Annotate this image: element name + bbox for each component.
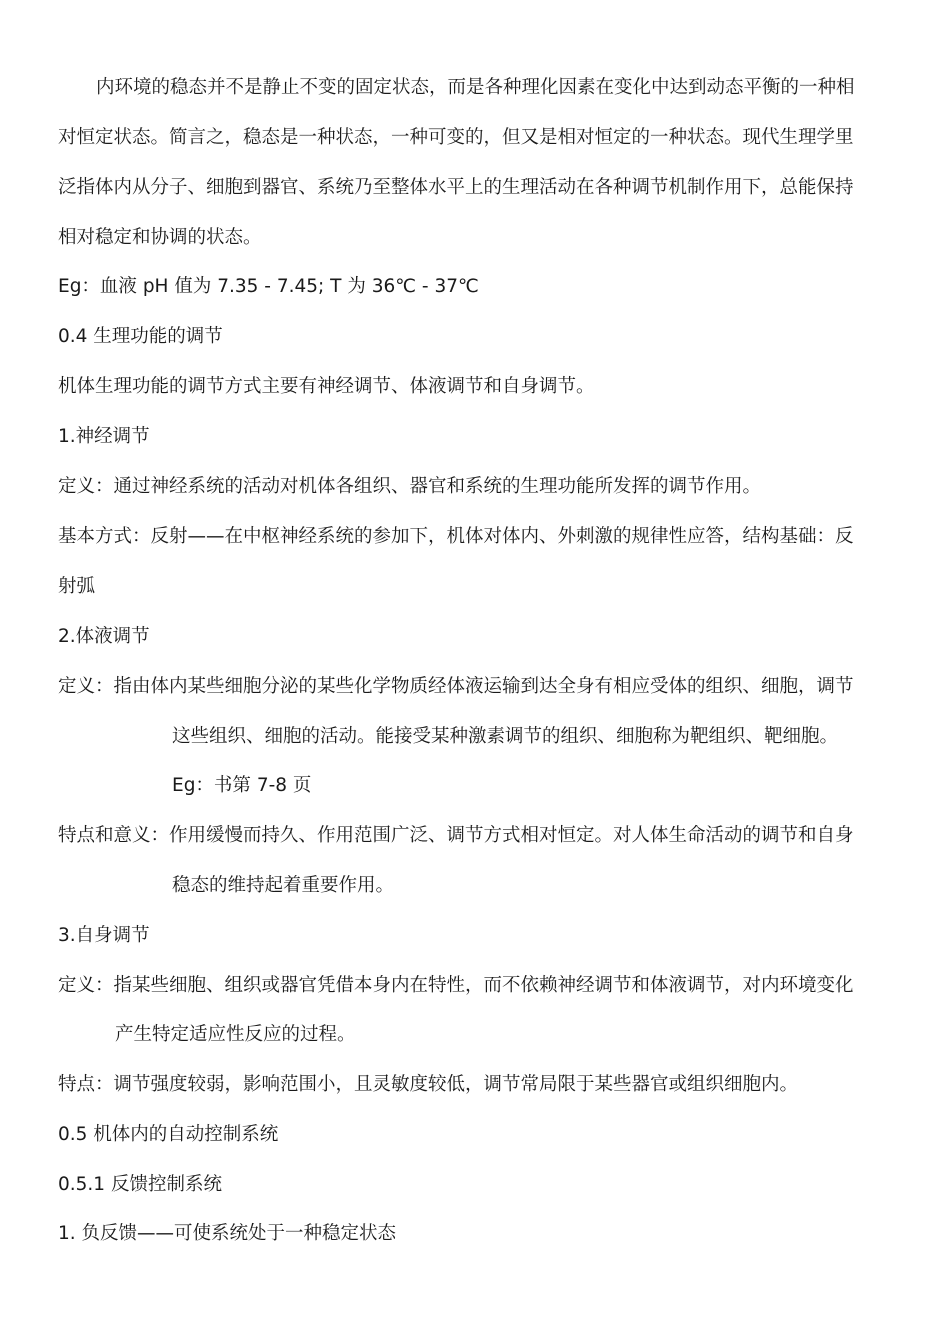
neural-definition: 定义：通过神经系统的活动对机体各组织、器官和系统的生理功能所发挥的调节作用。	[58, 476, 762, 497]
negative-feedback-item: 1. 负反馈——可使系统处于一种稳定状态	[58, 1223, 397, 1244]
self-regulation-definition-1: 定义：指某些细胞、组织或器官凭借本身内在特性，而不依赖神经调节和体液调节，对内环境变化	[58, 975, 854, 996]
intro-line-3: 泛指体内从分子、细胞到器官、系统乃至整体水平上的生理活动在各种调节机制作用下，总能保持	[58, 177, 854, 198]
humoral-definition-1: 定义：指由体内某些细胞分泌的某些化学物质经体液运输到达全身有相应受体的组织、细胞，调节	[58, 676, 854, 697]
self-regulation-heading: 3.自身调节	[58, 925, 150, 946]
regulation-methods: 机体生理功能的调节方式主要有神经调节、体液调节和自身调节。	[58, 376, 595, 397]
intro-line-2: 对恒定状态。简言之，稳态是一种状态，一种可变的，但又是相对恒定的一种状态。现代生理学里	[58, 127, 854, 148]
intro-line-1: 内环境的稳态并不是静止不变的固定状态，而是各种理化因素在变化中达到动态平衡的一种相	[96, 77, 855, 98]
section-heading-0-4: 0.4 生理功能的调节	[58, 326, 223, 347]
section-heading-0-5: 0.5 机体内的自动控制系统	[58, 1124, 279, 1145]
neural-basic-mode-2: 射弧	[58, 576, 96, 597]
neural-basic-mode-1: 基本方式：反射——在中枢神经系统的参加下，机体对体内、外刺激的规律性应答，结构基础：反	[58, 526, 854, 547]
humoral-heading: 2.体液调节	[58, 626, 150, 647]
humoral-definition-2: 这些组织、细胞的活动。能接受某种激素调节的组织、细胞称为靶组织、靶细胞。	[172, 726, 839, 747]
neural-heading: 1.神经调节	[58, 426, 150, 447]
humoral-features-1: 特点和意义：作用缓慢而持久、作用范围广泛、调节方式相对恒定。对人体生命活动的调节和自身	[58, 825, 854, 846]
self-regulation-features: 特点：调节强度较弱，影响范围小，且灵敏度较低，调节常局限于某些器官或组织细胞内。	[58, 1074, 799, 1095]
intro-line-4: 相对稳定和协调的状态。	[58, 227, 262, 248]
section-heading-0-5-1: 0.5.1 反馈控制系统	[58, 1174, 222, 1195]
self-regulation-definition-2: 产生特定适应性反应的过程。	[115, 1024, 356, 1045]
ph-example: Eg：血液 pH 值为 7.35 - 7.45; T 为 36℃ - 37℃	[58, 276, 479, 297]
humoral-features-2: 稳态的维持起着重要作用。	[172, 875, 395, 896]
humoral-example: Eg：书第 7-8 页	[172, 775, 312, 796]
